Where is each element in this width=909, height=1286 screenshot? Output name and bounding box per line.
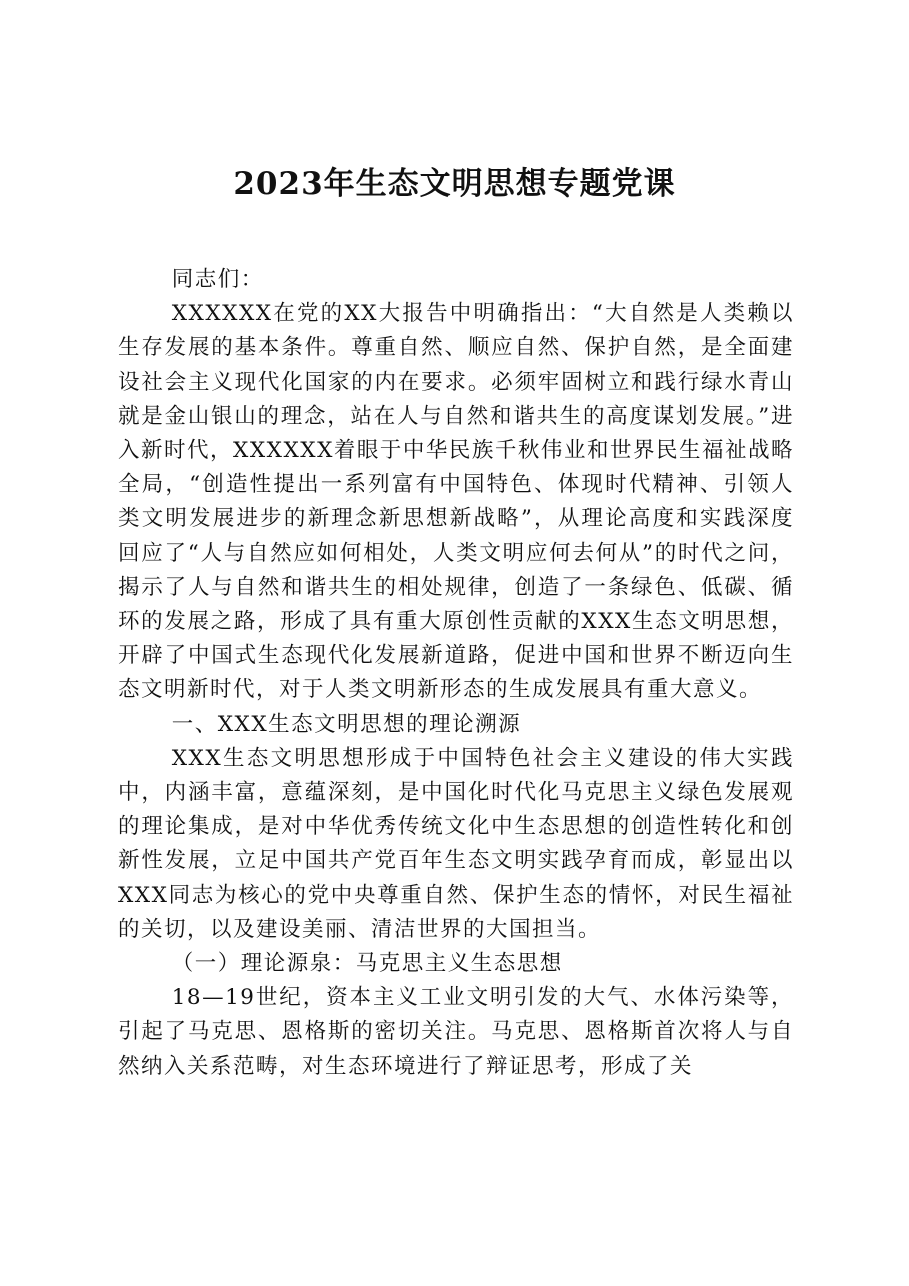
subsection-1-paragraph: 18—19世纪，资本主义工业文明引发的大气、水体污染等，引起了马克思、恩格斯的密切关注。马克思、恩格斯首次将人与自然纳入关系范畴，对生态环境进行了辩证思考，形成了关 bbox=[118, 985, 794, 1079]
section-1-paragraph: XXX生态文明思想形成于中国特色社会主义建设的伟大实践中，内涵丰富，意蕴深刻，是中国化时代化马克思主义绿色发展观的理论集成，是对中华优秀传统文化中生态思想的创造性转化和创新性发展，立足中国共产党百年生态文明实践孕育而成，彰显出以XXX同志为核心的党中央尊重自然、保护生态的情怀，对民生福祉的关切，以及建设美丽、清洁世界的大国担当。 bbox=[118, 745, 794, 942]
document-body bbox=[118, 263, 794, 1084]
section-heading-1: 一、XXX生态文明思想的理论溯源 bbox=[171, 711, 522, 737]
document-title: 2023年生态文明思想专题党课 bbox=[233, 166, 676, 202]
greeting-paragraph: 同志们： bbox=[171, 267, 264, 292]
intro-paragraph: XXXXXX在党的XX大报告中明确指出：“大自然是人类赖以生存发展的基本条件。尊重自然、顺应自然、保护自然，是全面建设社会主义现代化国家的内在要求。必须牢固树立和践行绿水青山就是金山银山的理念，站在人与自然和谐共生的高度谋划发展。”进入新时代，XXXXXX着眼于中华民族千秋伟业和世界民生福祉战略全局，“创造性提出一系列富有中国特色、体现时代精神、引领人类文明发展进步的新理念新思想新战略”，从理论高度和实践深度回应了“人与自然应如何相处，人类文明应何去何从”的时代之问，揭示了人与自然和谐共生的相处规律，创造了一条绿色、低碳、循环的发展之路，形成了具有重大原创性贡献的XXX生态文明思想，开辟了中国式生态现代化发展新道路，促进中国和世界不断迈向生态文明新时代，对于人类文明新形态的生成发展具有重大意义。 bbox=[118, 301, 794, 703]
subsection-heading-1: （一）理论源泉：马克思主义生态思想 bbox=[171, 951, 563, 977]
